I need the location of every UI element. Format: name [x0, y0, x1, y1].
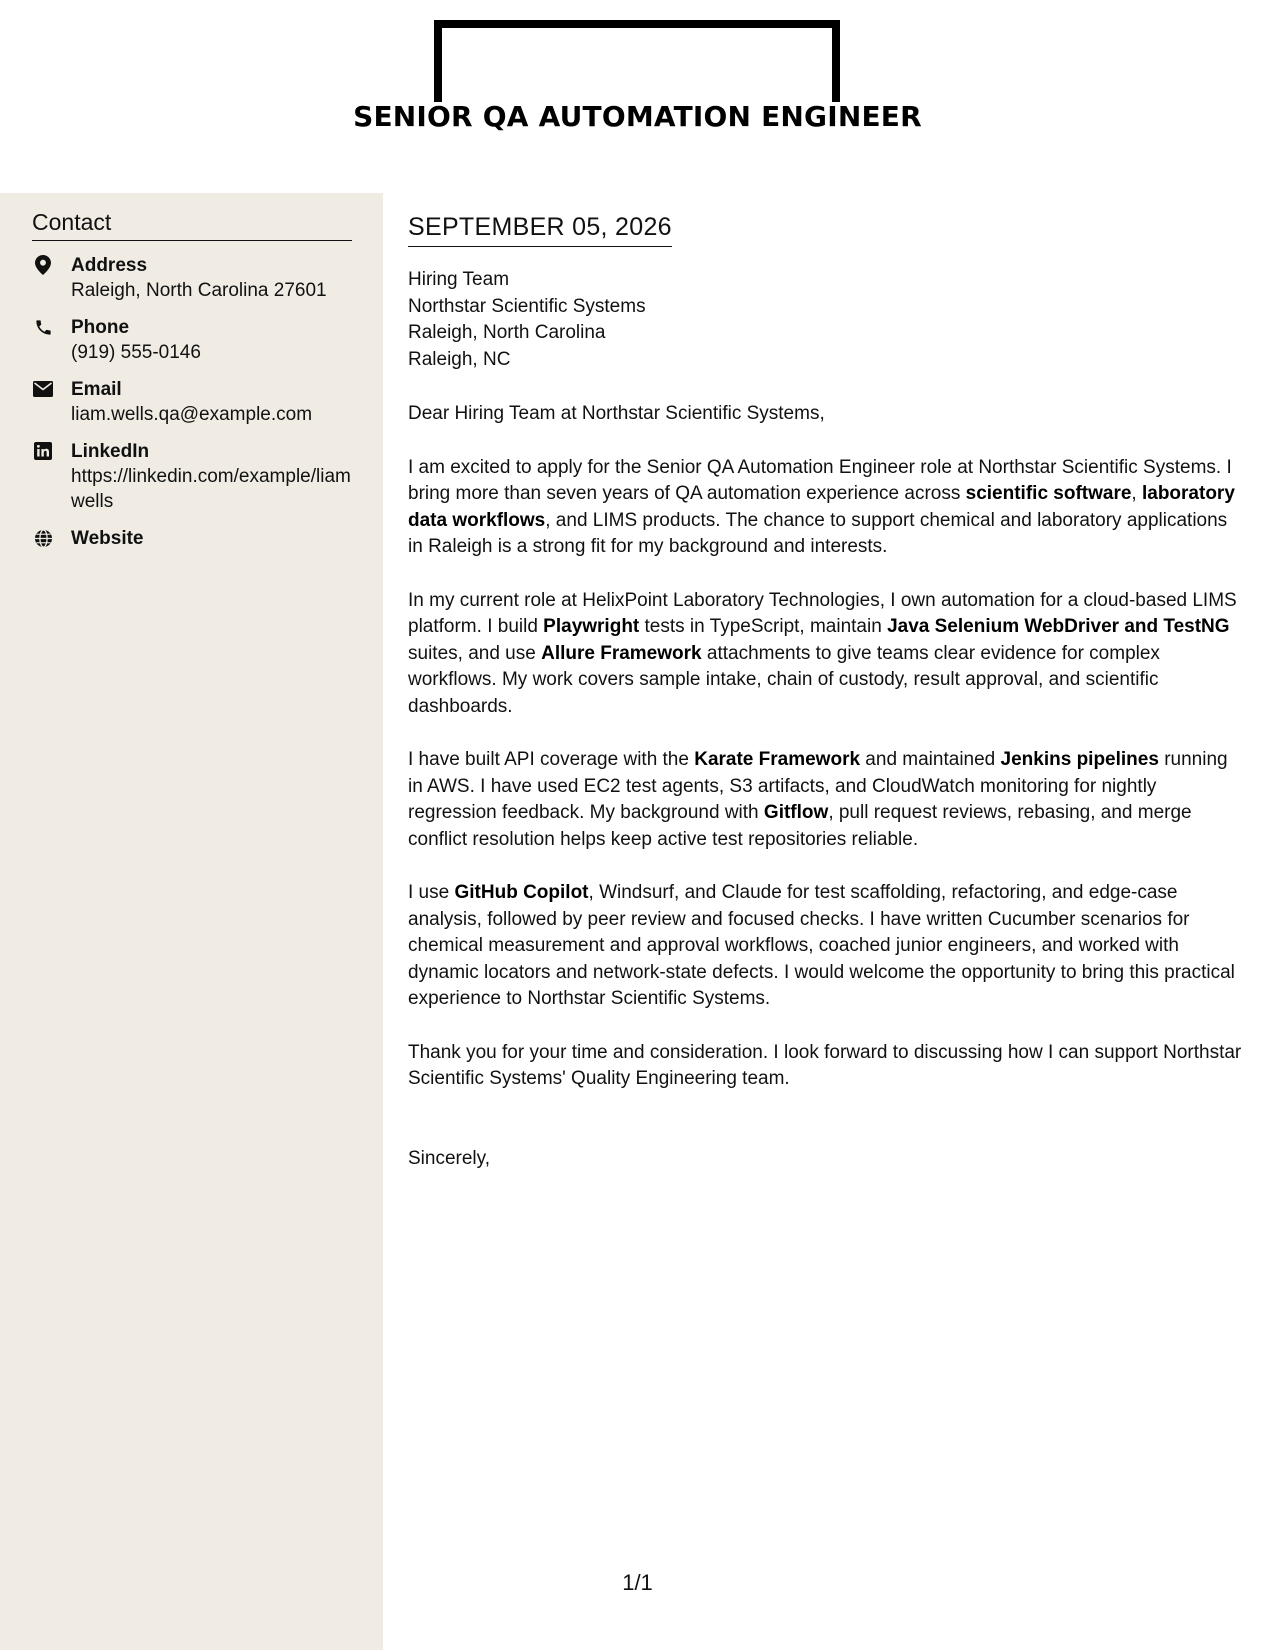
- contact-item-address: [32, 253, 352, 303]
- bold-keyword: Gitflow: [763, 802, 829, 823]
- letter-body: [408, 193, 1243, 1172]
- paragraph-text: , pull request reviews, rebasing, and merge conflict resolution helps keep active test repositories reliable.: [408, 802, 1192, 850]
- paragraph-text: attachments to give teams clear evidence for complex workflows. My work covers sample intake, chain of custody, result approval, and scientific dashboards.: [408, 642, 1160, 717]
- bold-keyword: scientific software: [965, 483, 1132, 504]
- recipient-location: Raleigh, North Carolina: [408, 322, 606, 343]
- bold-keyword: GitHub Copilot: [454, 882, 589, 903]
- linkedin-link[interactable]: https://linkedin.com/example/liamwells: [71, 466, 351, 512]
- paragraph-text: ,: [1131, 483, 1142, 504]
- paragraph-text: , Windsurf, and Claude for test scaffolding, refactoring, and edge-case analysis, followed by peer review and focused checks. I have written Cucumber scenarios for chemical measurement and approval workflows, coached junior engineers, and worked with dynamic locators and network-state defects. I would welcome the opportunity to bring this practical experience to Northstar Scientific Systems.: [408, 882, 1235, 1009]
- paragraph-text: and maintained: [860, 749, 1001, 770]
- closing: Sincerely,: [408, 1147, 491, 1169]
- bold-keyword: Karate Framework: [694, 749, 861, 770]
- paragraph-text: I have built API coverage with the: [408, 749, 695, 770]
- contact-item-website: [32, 526, 352, 551]
- letter-paragraphs: [408, 455, 1243, 1093]
- paragraph-text: In my current role at HelixPoint Laboratory Technologies, I own automation for a cloud-based LIMS platform. I build: [408, 589, 1237, 637]
- paragraph-text: Thank you for your time and consideration. I look forward to discussing how I can support Northstar Scientific Systems' Quality Engineering team.: [408, 1041, 1242, 1089]
- letter-paragraph: [408, 747, 1243, 853]
- contact-label: LinkedIn: [71, 441, 150, 462]
- location-pin-icon: [33, 255, 53, 275]
- header: [0, 0, 1275, 193]
- salutation: Dear Hiring Team at Northstar Scientific Systems,: [408, 403, 825, 424]
- linkedin-icon: [33, 441, 53, 461]
- recipient-line: Hiring Team: [408, 269, 510, 290]
- paragraph-text: suites, and use: [408, 642, 542, 664]
- paragraph-text: , and LIMS products. The chance to support chemical and laboratory applications in Raleigh is a strong fit for my background and interests.: [408, 509, 1228, 557]
- bold-keyword: Allure Framework: [541, 642, 702, 664]
- letter-paragraph: [408, 1040, 1243, 1093]
- contact-label[interactable]: Website: [71, 528, 144, 549]
- paragraph-text: I am excited to apply for the Senior QA Automation Engineer role at Northstar Scientific Systems. I bring more than seven years of QA automation experience across: [408, 456, 1232, 504]
- contact-item-linkedin: [32, 439, 352, 514]
- header-bracket-decoration: [434, 20, 840, 102]
- paragraph-text: running in AWS. I have used EC2 test agents, S3 artifacts, and CloudWatch monitoring for nightly regression feedback. My background with: [408, 749, 1228, 823]
- phone-icon: [33, 317, 53, 337]
- sidebar: [0, 193, 383, 1650]
- contact-list: [32, 253, 352, 563]
- paragraph-text: tests in TypeScript, maintain: [639, 616, 888, 637]
- email-link[interactable]: liam.wells.qa@example.com: [71, 404, 313, 425]
- bold-keyword: Java Selenium WebDriver and TestNG: [887, 616, 1230, 637]
- recipient-city: Raleigh, NC: [408, 348, 511, 370]
- contact-heading: Contact: [32, 209, 352, 241]
- letter-paragraph: [408, 880, 1243, 1013]
- page-number: 1/1: [622, 1570, 653, 1595]
- page-title: SENIOR QA AUTOMATION ENGINEER: [353, 100, 922, 133]
- envelope-icon: [33, 379, 53, 399]
- paragraph-text: I use: [408, 882, 455, 903]
- address-value: Raleigh, North Carolina 27601: [71, 280, 327, 301]
- phone-value: (919) 555-0146: [71, 342, 201, 363]
- globe-icon: [33, 528, 53, 548]
- contact-label: Phone: [71, 317, 130, 338]
- recipient-company: Northstar Scientific Systems: [408, 295, 646, 317]
- bold-keyword: laboratory data workflows: [408, 483, 1235, 531]
- letter-paragraph: [408, 455, 1243, 561]
- contact-item-phone: [32, 315, 352, 365]
- letter-paragraph: [408, 588, 1243, 721]
- contact-item-email: [32, 377, 352, 427]
- recipient-block: [408, 267, 1243, 373]
- contact-label: Address: [71, 255, 148, 276]
- contact-label: Email: [71, 379, 122, 400]
- bold-keyword: Playwright: [543, 616, 640, 637]
- bold-keyword: Jenkins pipelines: [1000, 749, 1159, 770]
- letter-date: SEPTEMBER 05, 2026: [408, 213, 672, 247]
